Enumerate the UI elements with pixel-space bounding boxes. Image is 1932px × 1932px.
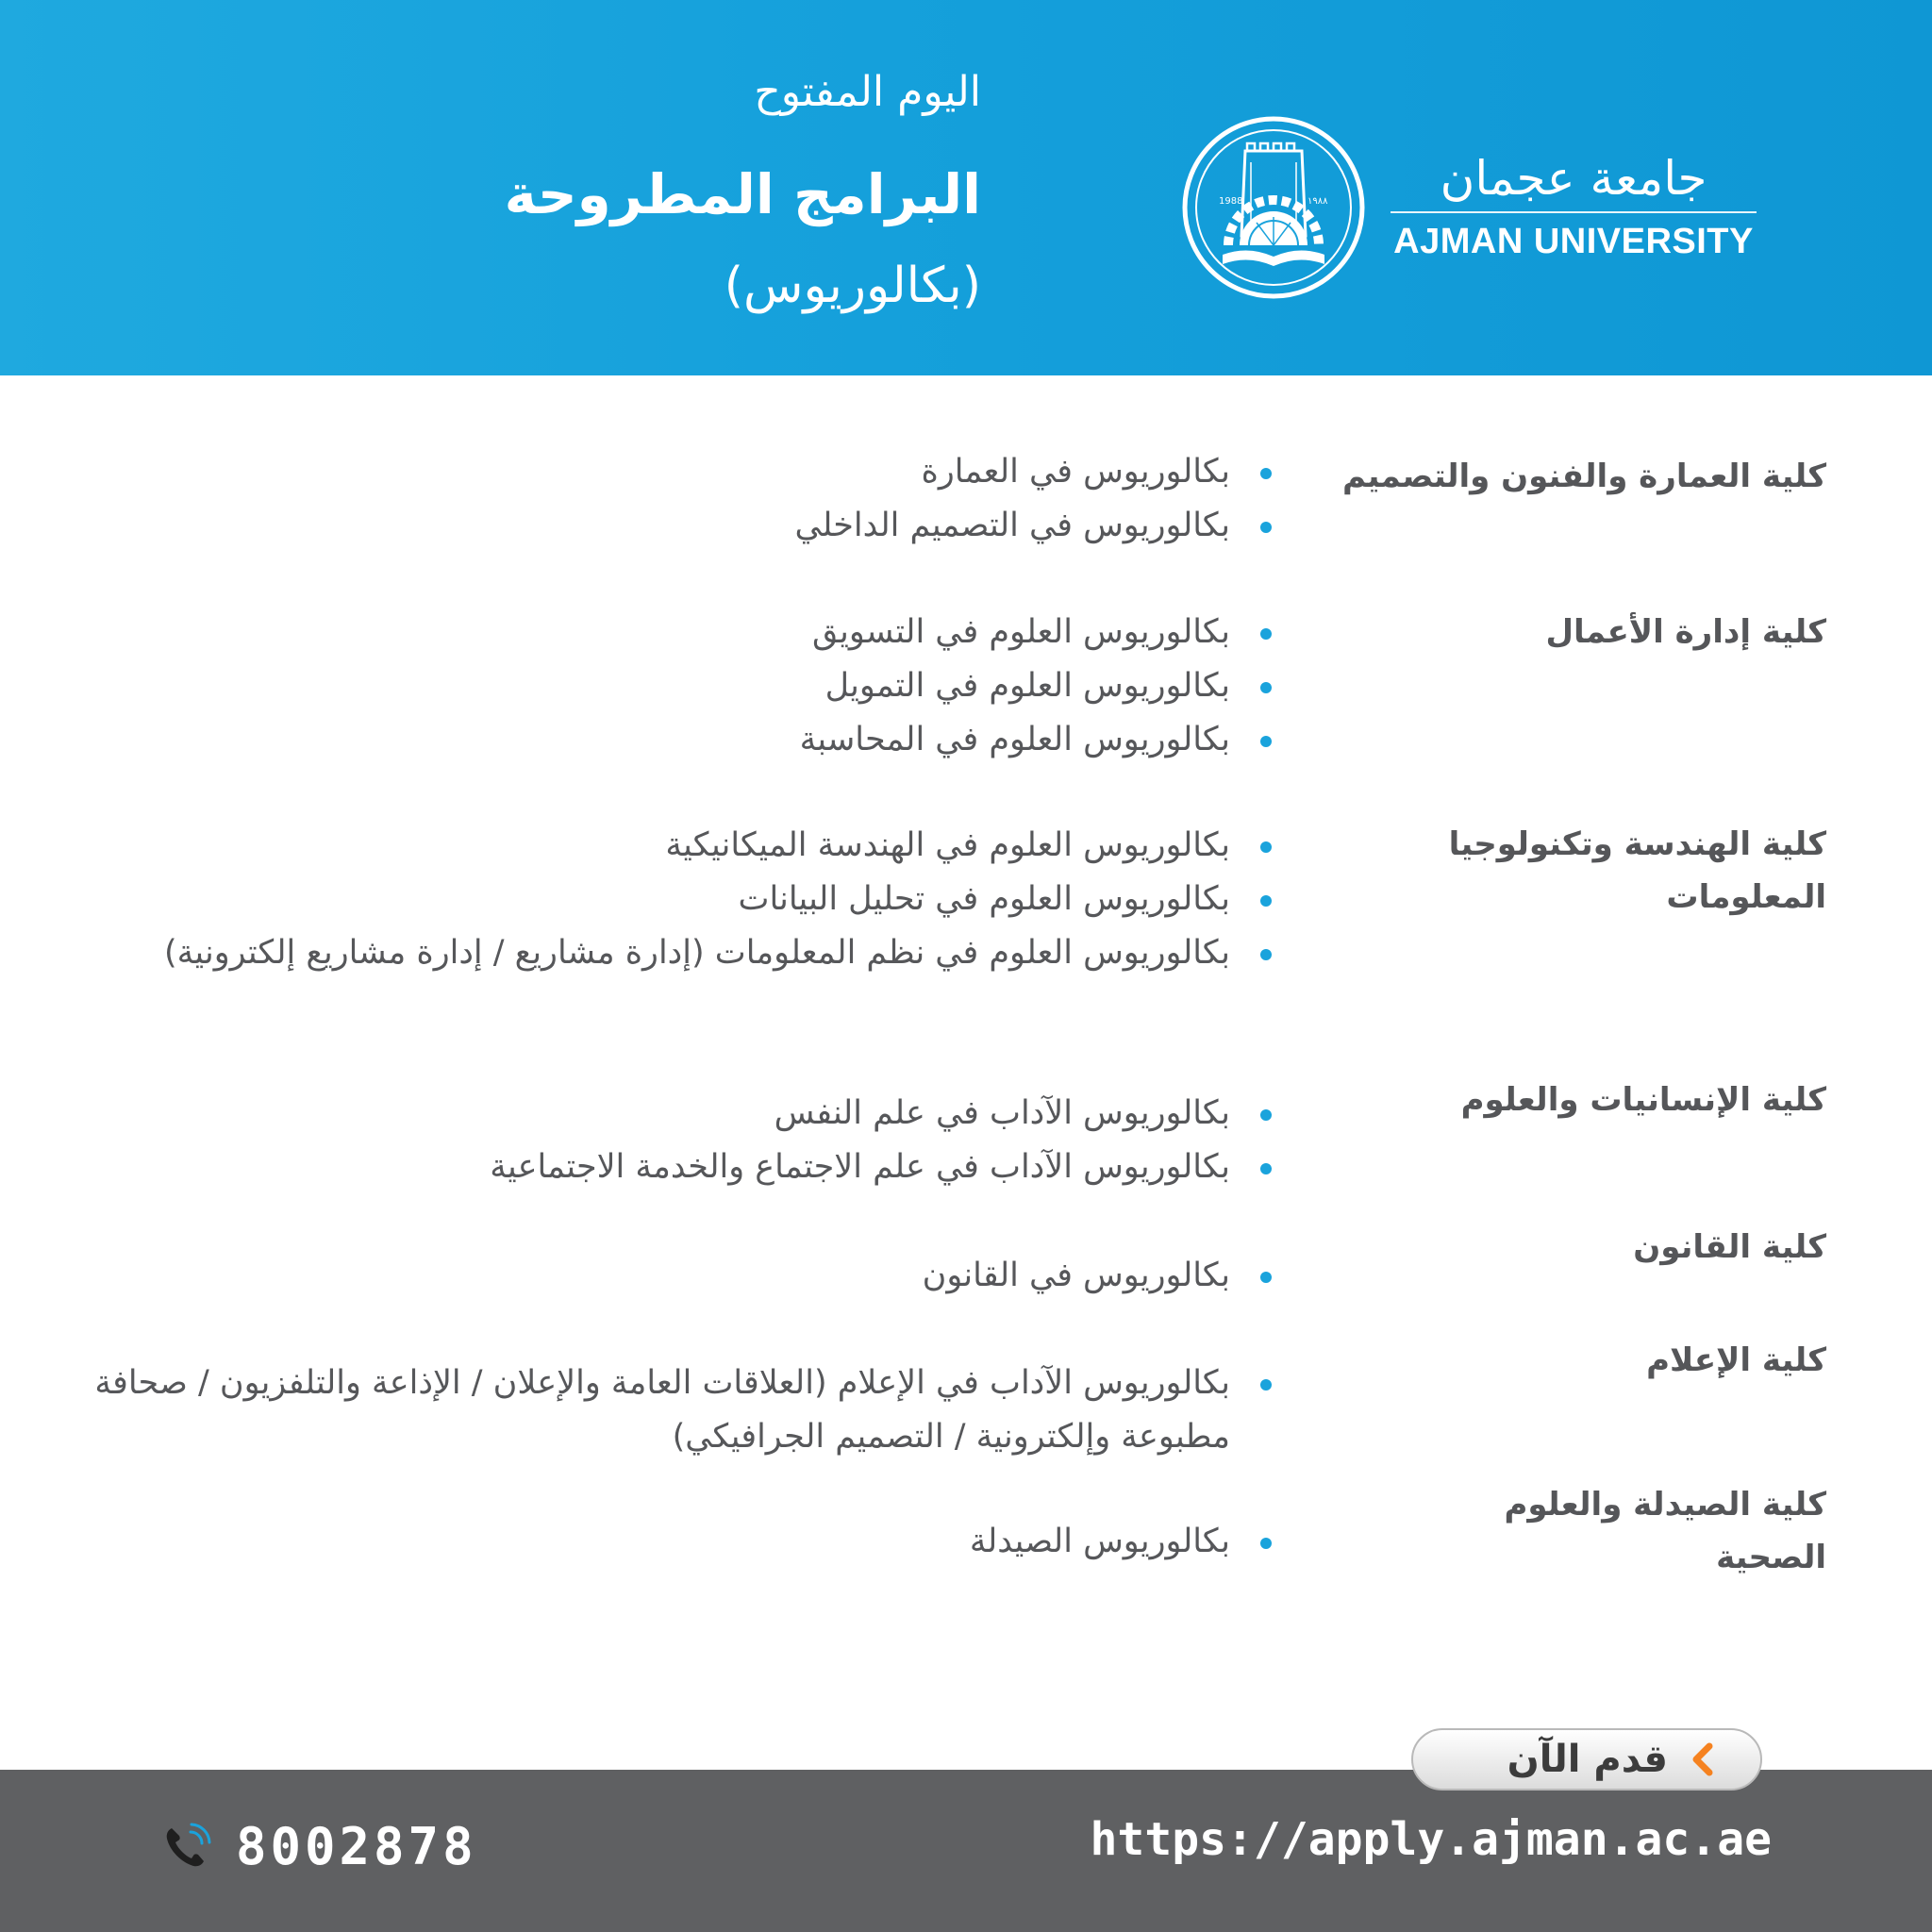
program-list: [45, 606, 1272, 767]
phone-icon: [158, 1819, 215, 1875]
college-name: كلية العمارة والفنون والتصميم: [1342, 458, 1826, 495]
college-name: كلية الصيدلة والعلوم الصحية: [1504, 1486, 1826, 1576]
brand-name-english: AJMAN UNIVERSITY: [1393, 222, 1754, 261]
program-item: بكالوريوس الآداب في علم النفس: [45, 1087, 1272, 1141]
college-name: كلية إدارة الأعمال: [1545, 613, 1826, 651]
apply-url-link[interactable]: https://apply.ajman.ac.ae: [1090, 1813, 1772, 1866]
program-item: بكالوريوس الآداب في الإعلام (العلاقات العامة والإعلان / الإذاعة والتلفزيون / صحافة مطبوعة وإلكترونية / التصميم الجرافيكي): [45, 1357, 1272, 1464]
header-banner: [0, 0, 1932, 375]
program-item: بكالوريوس العلوم في التمويل: [45, 659, 1272, 713]
footer-bar: [0, 1770, 1932, 1932]
college-name: كلية الإنسانيات والعلوم: [1460, 1081, 1826, 1119]
event-label: اليوم المفتوح: [754, 68, 981, 116]
program-item: بكالوريوس العلوم في المحاسبة: [45, 713, 1272, 767]
apply-now-button[interactable]: [1411, 1728, 1762, 1790]
program-list: [45, 1249, 1272, 1303]
brand-divider: [1391, 211, 1757, 213]
svg-text:١٩٨٨: ١٩٨٨: [1307, 196, 1328, 207]
phone-number: 8002878: [236, 1817, 477, 1876]
page-subtitle: (بكالوريوس): [724, 258, 981, 314]
brand-block: [1385, 151, 1762, 262]
brand-name-arabic: جامعة عجمان: [1440, 151, 1707, 206]
program-item: بكالوريوس الآداب في علم الاجتماع والخدمة الاجتماعية: [45, 1141, 1272, 1194]
college-name: كلية الهندسة وتكنولوجيا المعلومات: [1448, 825, 1826, 916]
college-name: كلية الإعلام: [1646, 1341, 1826, 1379]
program-item: بكالوريوس الصيدلة: [45, 1515, 1272, 1569]
program-item: بكالوريوس العلوم في نظم المعلومات (إدارة مشاريع / إدارة مشاريع إلكترونية): [45, 926, 1272, 980]
chevron-left-icon: [1685, 1740, 1723, 1778]
college-name: كلية القانون: [1633, 1228, 1826, 1266]
program-item: بكالوريوس العلوم في الهندسة الميكانيكية: [45, 819, 1272, 873]
svg-text:1988: 1988: [1219, 196, 1243, 207]
program-list: [45, 1087, 1272, 1194]
program-item: بكالوريوس العلوم في تحليل البيانات: [45, 873, 1272, 926]
university-seal-icon: [1179, 113, 1368, 302]
program-list: [45, 1515, 1272, 1569]
program-list: [45, 445, 1272, 553]
page-title: البرامج المطروحة: [504, 162, 981, 226]
program-item: بكالوريوس في القانون: [45, 1249, 1272, 1303]
program-item: بكالوريوس في التصميم الداخلي: [45, 499, 1272, 553]
apply-now-label: قدم الآن: [1507, 1738, 1668, 1781]
program-list: [45, 1357, 1272, 1464]
program-list: [45, 819, 1272, 980]
program-item: بكالوريوس العلوم في التسويق: [45, 606, 1272, 659]
program-item: بكالوريوس في العمارة: [45, 445, 1272, 499]
phone-contact[interactable]: [158, 1817, 477, 1876]
header-text-block: [264, 58, 981, 326]
